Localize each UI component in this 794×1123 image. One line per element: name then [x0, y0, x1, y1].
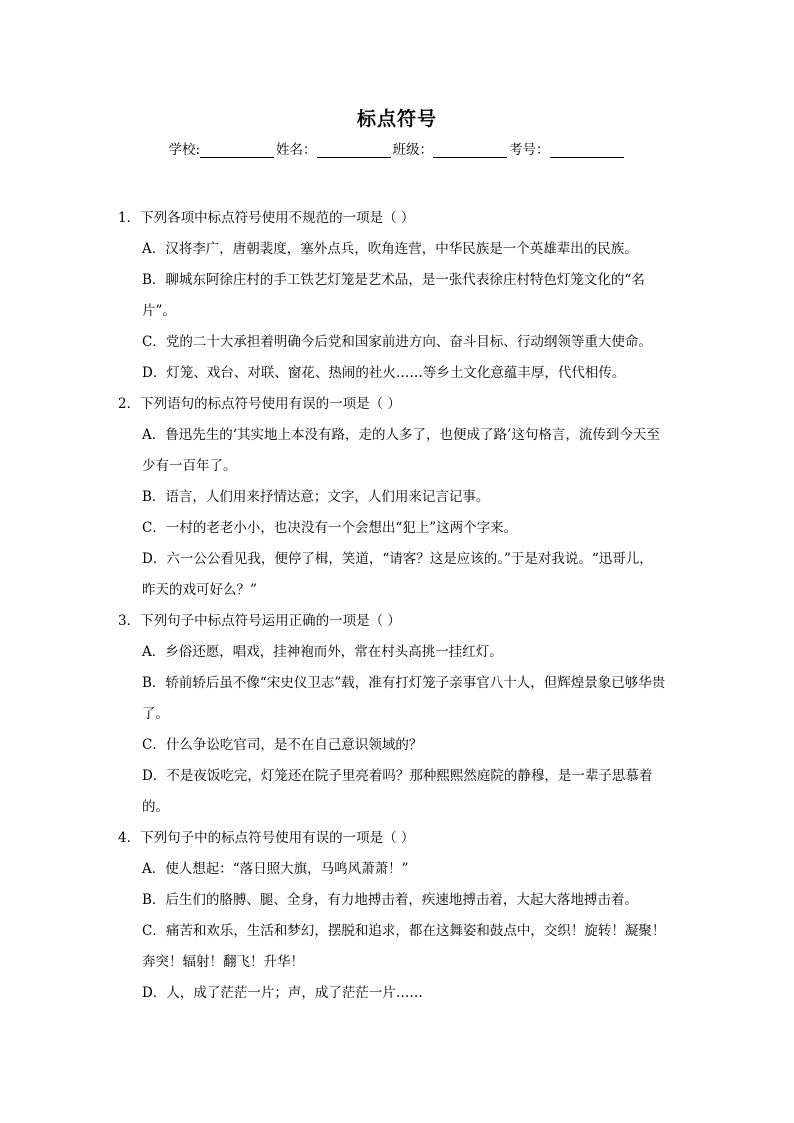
name-label: 姓名： [276, 142, 317, 158]
option-line: A．使人想起：“落日照大旗，马鸣风萧萧！” [142, 861, 409, 877]
exam-number-blank[interactable] [550, 143, 624, 158]
option-line: 昨天的戏可好么？” [142, 582, 257, 598]
option-line: A．鲁迅先生的‘其实地上本没有路，走的人多了，也便成了路’这句格言，流传到今天至 [142, 427, 660, 443]
option-line: C．一村的老老小小，也决没有一个会想出“犯上”这两个字来。 [142, 520, 518, 536]
school-blank[interactable] [200, 143, 274, 158]
option-a [118, 854, 678, 885]
question-stem [118, 389, 678, 420]
question-number: 1． [118, 210, 141, 226]
option-line: C．党的二十大承担着明确今后党和国家前进方向、奋斗目标、行动纲领等重大使命。 [142, 334, 652, 350]
question-number: 4． [118, 830, 141, 846]
question-2 [118, 389, 678, 606]
class-blank[interactable] [433, 143, 507, 158]
option-b [118, 885, 678, 916]
question-4 [118, 823, 678, 1009]
question-number: 3． [118, 613, 141, 629]
option-d [118, 761, 678, 823]
exam-number-label: 考号： [509, 142, 550, 158]
option-b [118, 668, 678, 730]
class-label: 班级： [392, 142, 434, 158]
option-line: C．痛苦和欢乐，生活和梦幻，摆脱和追求，都在这舞姿和鼓点中，交织！旋转！凝聚！ [142, 923, 666, 939]
question-3 [118, 606, 678, 823]
question-text: 下列语句的标点符号使用有误的一项是（ ） [140, 396, 401, 412]
question-stem [118, 606, 678, 637]
option-d [118, 544, 678, 606]
option-line: B．聊城东阿徐庄村的手工铁艺灯笼是艺术品，是一张代表徐庄村特色灯笼文化的“名 [142, 272, 645, 288]
option-line: D．人，成了茫茫一片；声，成了茫茫一片…… [142, 985, 423, 1001]
question-1 [118, 203, 678, 389]
option-line: 了。 [142, 706, 169, 722]
option-line: 奔突！辐射！翻飞！升华！ [142, 954, 304, 970]
option-c [118, 730, 678, 761]
option-c [118, 513, 678, 544]
page-title: 标点符号 [356, 108, 437, 130]
option-line: D．不是夜饭吃完，灯笼还在院子里亮着吗？那种熙熙然庭院的静穆，是一辈子思慕着 [142, 768, 653, 784]
option-line: B．后生们的胳膊、腿、全身，有力地搏击着，疾速地搏击着，大起大落地搏击着。 [142, 892, 638, 908]
name-blank[interactable] [317, 143, 391, 158]
option-line: B．轿前轿后虽不像“宋史仪卫志”载，准有打灯笼子亲事官八十人，但辉煌景象已够华贵 [142, 675, 666, 691]
option-line: A．汉将李广，唐朝裴度，塞外点兵，吹角连营，中华民族是一个英雄辈出的民族。 [142, 241, 638, 257]
option-b [118, 265, 678, 327]
question-stem [118, 203, 678, 234]
question-text: 下列句子中标点符号运用正确的一项是（ ） [140, 613, 401, 629]
option-b [118, 482, 678, 513]
option-line: 的。 [142, 799, 169, 815]
question-text: 下列句子中的标点符号使用有误的一项是（ ） [140, 830, 415, 846]
option-a [118, 234, 678, 265]
option-d [118, 978, 678, 1009]
option-c [118, 327, 678, 358]
option-line: 片”。 [142, 303, 176, 319]
option-line: A．乡俗还愿，唱戏，挂神袍而外，常在村头高挑一挂红灯。 [142, 644, 503, 660]
question-list [118, 203, 678, 1009]
option-line: D．灯笼、戏台、对联、窗花、热闹的社火……等乡土文化意蕴丰厚，代代相传。 [142, 365, 626, 381]
option-a [118, 637, 678, 668]
option-d [118, 358, 678, 389]
question-number: 2． [118, 396, 141, 412]
school-label: 学校: [168, 142, 201, 158]
question-stem [118, 823, 678, 854]
option-line: B．语言，人们用来抒情达意；文字，人们用来记言记事。 [142, 489, 490, 505]
option-a [118, 420, 678, 482]
option-line: 少有一百年了。 [142, 458, 237, 474]
option-line: D．六一公公看见我，便停了楫，笑道，“请客？这是应该的。”于是对我说。“迅哥儿， [142, 551, 653, 567]
option-line: C．什么争讼吃官司，是不在自己意识领域的？ [142, 737, 423, 753]
option-c [118, 916, 678, 978]
student-info-line [0, 138, 794, 158]
question-text: 下列各项中标点符号使用不规范的一项是（ ） [140, 210, 415, 226]
